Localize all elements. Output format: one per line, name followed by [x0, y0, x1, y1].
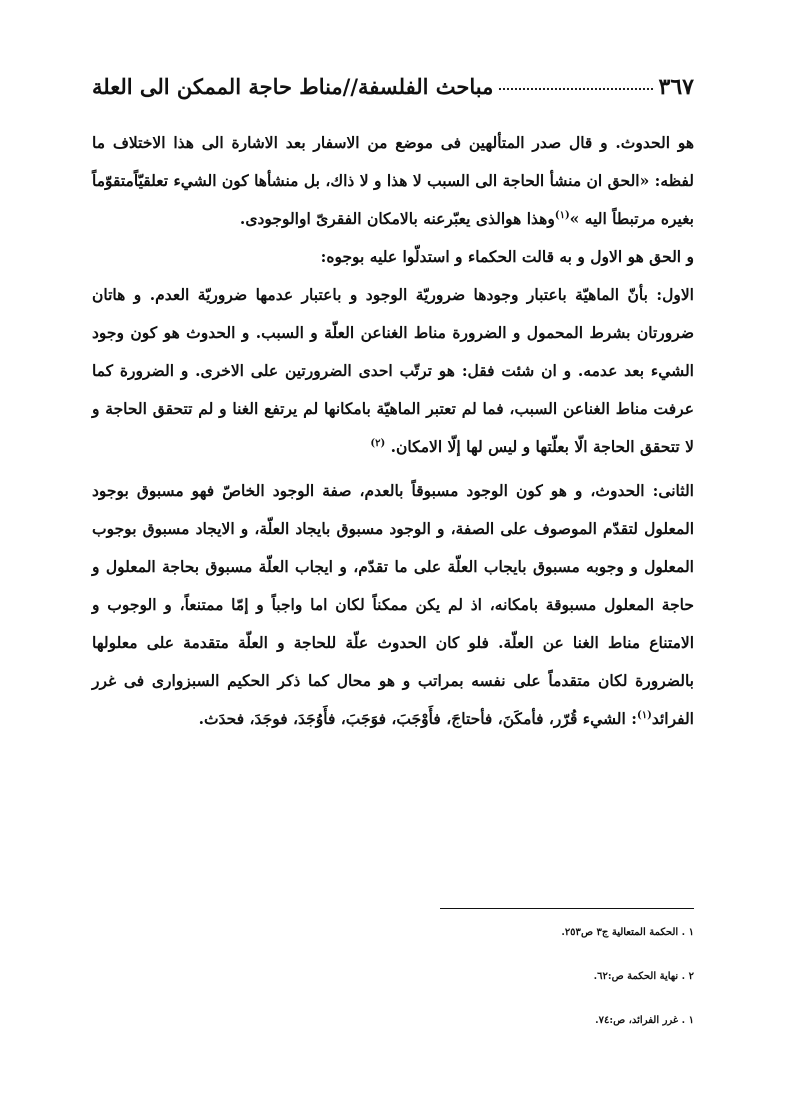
footnote-separator	[440, 908, 694, 909]
text-line: هو الحدوث. و قال صدر المتألهين فى موضع من الاسفار بعد الاشارة الى هذا الاختلاف	[112, 133, 694, 152]
text-line: فأَوْجَبَ، فوَجَبَ، فأَوُجَدَ، فوجَدَ، فحدَث.	[198, 709, 441, 728]
text-line: محال كما ذكر الحكيم السبزوارى فى غرر الفرائد	[92, 671, 694, 728]
paragraph-3	[92, 472, 694, 738]
text-line: مسبوق بوجوب المعلول و وجوبه مسبوق بايجاب العلّة على ما تقدّم، و ايجاب العلّة	[92, 519, 694, 576]
text-line: بوجود المعلول لتقدّم الموصوف على الصفة، و الوجود مسبوق بايجاد العلّة، و الايجاد	[92, 481, 695, 538]
text-line: للحاجة و العلّة متقدمة على معلولها بالضرورة لكان متقدماً على نفسه بمراتب و هو	[92, 633, 694, 690]
text-line: : الشيء قُرّر، فأمكَنَ، فأحتاجَ،	[446, 709, 637, 728]
leader-dots	[499, 88, 652, 90]
text-line: الماهيّة بامكانها لم يرتفع الغنا و لم تتحقق الحاجة و لا تتحقق الحاجة الّا بعلّتها و ليس لها	[92, 399, 694, 456]
footnote-ref: (١)	[636, 709, 652, 721]
page-number: ٣٦٧	[658, 74, 694, 100]
paragraph-1	[92, 124, 694, 276]
text-line: الضرورتين على الاخرى. و الضرورة كما عرفت مناط الغناعن السبب، فما لم تعتبر	[92, 361, 694, 418]
paragraph-2	[92, 276, 694, 466]
footnote-item: ١ . الحكمة المتعالية ج٣ ص٢٥٣.	[561, 927, 694, 938]
footnote-item: ١ . غرر الفرائد، ص:٧٤.	[595, 1015, 694, 1026]
text-line: واجباً و إمّا ممتنعاً، و الوجوب و الامتناع مناط الغنا عن العلّة. فلو كان الحدوث علّة	[92, 595, 695, 652]
footnote-ref: (١)	[554, 209, 570, 221]
footnote-item: ٢ . نهاية الحكمة ص:٦٢.	[593, 971, 694, 982]
text-line: و الحق هو الاول و به قالت الحكماء و استدلّوا عليه بوجوه:	[320, 247, 694, 266]
text-line: تعلقيّاًمتقوّماً بغيره مرتبطاً اليه »	[92, 171, 694, 228]
text-line: ما لفظه: «الحق ان منشأ الحاجة الى السبب لا هذا و لا ذاك، بل منشأها كون الشيء	[92, 133, 694, 190]
text-line: الحدوث هو كون وجود الشيء بعد عدمه. و ان شئت فقل: هو ترتّب احدى	[92, 323, 694, 380]
footnote-ref: (٢)	[370, 437, 386, 449]
text-line: الثانى: الحدوث، و هو كون الوجود مسبوقاً بالعدم، صفة الوجود الخاصّ فهو مسبوق	[136, 481, 694, 500]
body-text	[92, 124, 694, 738]
text-line: إلّا الامكان.	[390, 437, 461, 456]
text-line: و هاتان ضرورتان بشرط المحمول و الضرورة مناط الغناعن العلّة و السبب. و	[92, 285, 694, 342]
text-line: مسبوق بحاجة المعلول و حاجة المعلول مسبوقة بامكانه، اذ لم يكن ممكناً لكان اما	[92, 557, 694, 614]
footnotes	[92, 920, 694, 1052]
running-title: مباحث الفلسفة//مناط حاجة الممكن الى العلة	[92, 74, 494, 99]
text-line: الاول: بأنّ الماهيّة باعتبار وجودها ضروريّة الوجود و باعتبار عدمها ضروريّة العدم.	[149, 285, 694, 304]
page-header	[92, 74, 694, 100]
text-line: وهذا هوالذى يعبّرعنه بالامكان الفقرىّ اوالوجودى.	[239, 209, 555, 228]
